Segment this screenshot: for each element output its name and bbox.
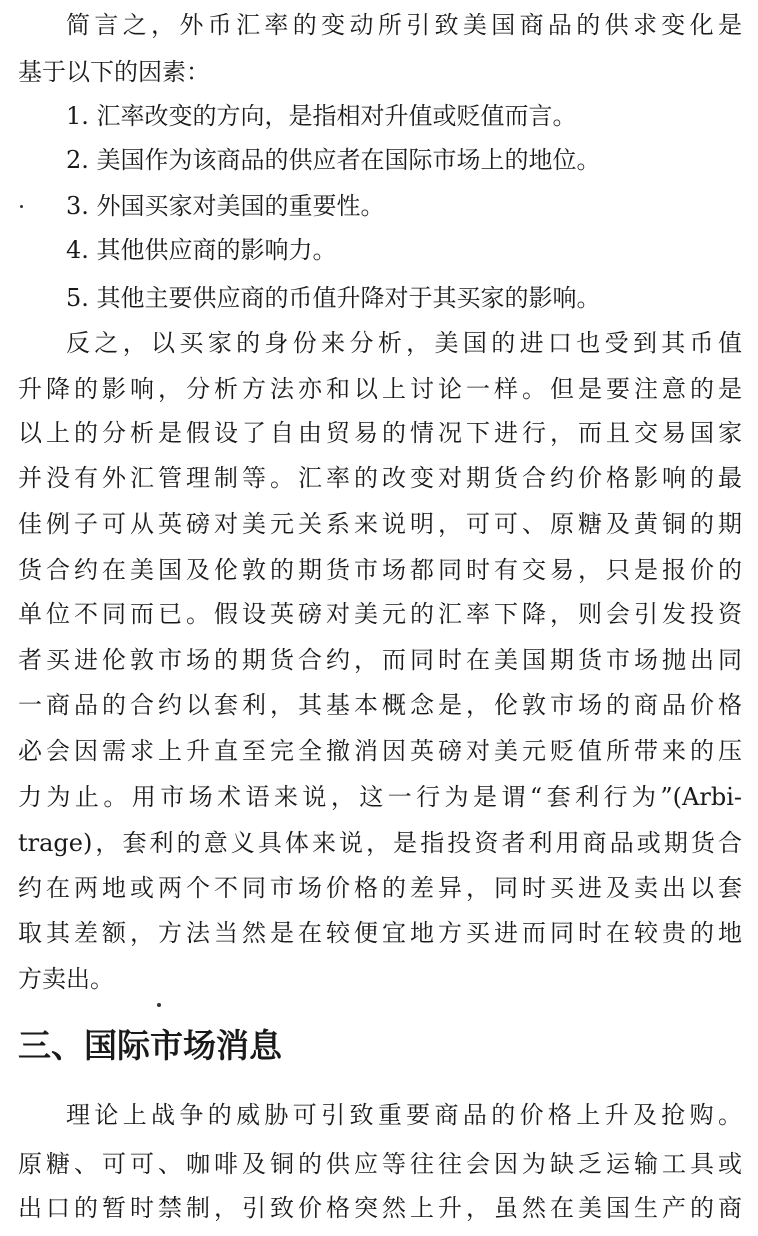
print-speck xyxy=(157,1003,161,1007)
paragraph-2-line-8: 者买进伦敦市场的期货合约，而同时在美国期货市场抛出同 xyxy=(18,646,742,674)
paragraph-2-line-10: 必会因需求上升直至完全撤消因英磅对美元贬值所带来的压 xyxy=(18,737,742,765)
paragraph-1-line-2: 基于以下的因素： xyxy=(18,58,210,86)
paragraph-3-line-1: 理论上战争的威胁可引致重要商品的价格上升及抢购。 xyxy=(66,1101,742,1129)
print-speck xyxy=(20,205,23,208)
paragraph-2-line-15: 方卖出。 xyxy=(18,965,114,993)
factor-item-1: 1. 汇率改变的方向，是指相对升值或贬值而言。 xyxy=(66,102,577,130)
factor-item-5: 5. 其他主要供应商的币值升降对于其买家的影响。 xyxy=(66,284,601,312)
paragraph-2-line-9: 一商品的合约以套利，其基本概念是，伦敦市场的商品价格 xyxy=(18,691,742,719)
paragraph-3-line-2: 原糖、可可、咖啡及铜的供应等往往会因为缺乏运输工具或 xyxy=(18,1150,742,1178)
paragraph-1-line-1: 简言之，外币汇率的变动所引致美国商品的供求变化是 xyxy=(66,11,742,39)
paragraph-2-line-7: 单位不同而已。假设英磅对美元的汇率下降，则会引发投资 xyxy=(18,600,742,628)
paragraph-2-line-12: trage)，套利的意义具体来说，是指投资者利用商品或期货合 xyxy=(18,829,742,857)
paragraph-2-line-11: 力为止。用市场术语来说，这一行为是谓“套利行为”(Arbi- xyxy=(18,783,742,811)
paragraph-3-line-3: 出口的暂时禁制，引致价格突然上升，虽然在美国生产的商 xyxy=(18,1194,742,1222)
paragraph-2-line-6: 货合约在美国及伦敦的期货市场都同时有交易，只是报价的 xyxy=(18,556,742,584)
paragraph-2-line-3: 以上的分析是假设了自由贸易的情况下进行，而且交易国家 xyxy=(18,419,742,447)
paragraph-2-line-14: 取其差额，方法当然是在较便宜地方买进而同时在较贵的地 xyxy=(18,919,742,947)
paragraph-2-line-13: 约在两地或两个不同市场价格的差异，同时买进及卖出以套 xyxy=(18,874,742,902)
paragraph-2-line-2: 升降的影响，分析方法亦和以上讨论一样。但是要注意的是 xyxy=(18,375,742,403)
paragraph-2-line-4: 并没有外汇管理制等。汇率的改变对期货合约价格影响的最 xyxy=(18,464,742,492)
section-heading: 三、国际市场消息 xyxy=(18,1026,282,1065)
paragraph-2-line-5: 佳例子可从英磅对美元关系来说明，可可、原糖及黄铜的期 xyxy=(18,510,742,538)
factor-item-3: 3. 外国买家对美国的重要性。 xyxy=(66,192,385,220)
factor-item-2: 2. 美国作为该商品的供应者在国际市场上的地位。 xyxy=(66,146,601,174)
factor-item-4: 4. 其他供应商的影响力。 xyxy=(66,236,337,264)
paragraph-2-line-1: 反之，以买家的身份来分析，美国的进口也受到其币值 xyxy=(66,329,742,357)
